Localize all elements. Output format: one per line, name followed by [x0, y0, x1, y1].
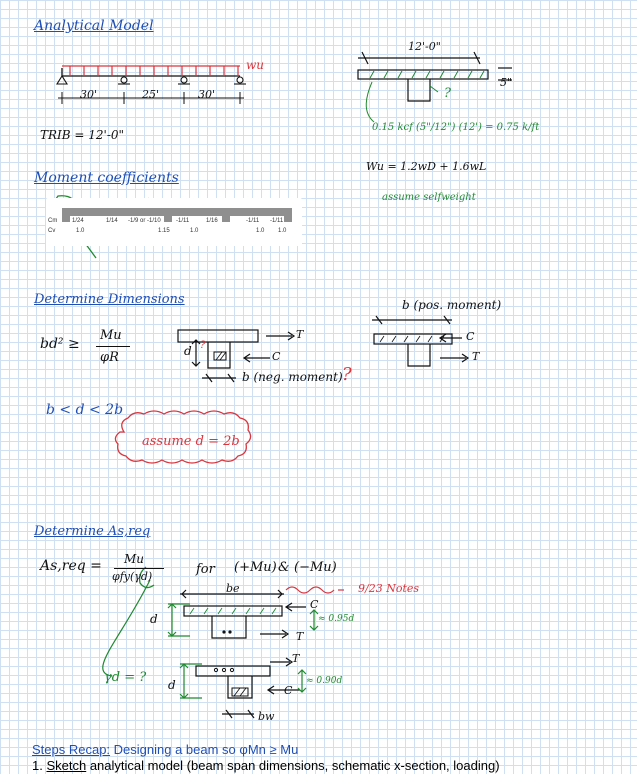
- coef-top-4: -1/11: [176, 218, 190, 224]
- bd2-inequality: bd² ≥: [40, 336, 80, 352]
- asreq-C1: C: [310, 598, 319, 611]
- dim-d-question: ?: [200, 340, 206, 351]
- coef-bot-1: 1.0: [76, 228, 85, 234]
- coef-bot-2: 1.15: [158, 228, 170, 234]
- approx-095d: ≈ 0.95d: [318, 614, 355, 624]
- asreq-T1: T: [296, 630, 304, 643]
- asreq-denominator: φfy(γd): [112, 570, 153, 583]
- span-label-3: 30': [198, 88, 216, 101]
- coef-bot-4: 1.0: [256, 228, 265, 234]
- asreq-C2: C: [284, 684, 293, 697]
- section-width: 12'-0": [408, 40, 441, 53]
- asreq-for: for: [196, 562, 215, 577]
- dim-denominator: φR: [100, 350, 119, 365]
- heading-determine-asreq: Determine As,req: [34, 524, 151, 539]
- amp: &: [278, 560, 290, 575]
- coef-row-cv: Cv: [48, 228, 56, 234]
- pos-mu: (+Mu): [234, 560, 277, 575]
- tee-section-analytical: [358, 52, 512, 101]
- asreq-d2: d: [168, 678, 176, 692]
- coef-top-3: -1/9 or -1/10: [128, 218, 161, 224]
- asreq-notes-wave: [286, 587, 344, 593]
- coef-row-cm: Cm: [48, 218, 58, 224]
- asreq-T2: T: [292, 652, 300, 665]
- slab-thickness: 5": [500, 76, 513, 89]
- trib-width: TRIB = 12'-0": [40, 128, 125, 142]
- tee-section-pos: [372, 316, 468, 366]
- yd-question: γd = ?: [104, 670, 147, 685]
- dim-pos-T: T: [472, 350, 480, 363]
- approx-090d: ≈ 0.90d: [306, 676, 343, 686]
- b-neg-question: ?: [342, 364, 352, 385]
- rebar-hatch-neg: [214, 352, 226, 360]
- load-label: wu: [246, 58, 264, 72]
- d-range: b < d < 2b: [46, 402, 124, 418]
- bw-label: bw: [258, 710, 275, 723]
- coefficient-strip: [46, 198, 302, 246]
- dim-fraction-bar: [96, 346, 130, 347]
- recap-label: Steps Recap:: [32, 742, 111, 757]
- dim-numerator: Mu: [100, 328, 122, 343]
- be-label: be: [226, 582, 240, 595]
- selfweight-calc: 0.15 kcf (5"/12") (12') = 0.75 k/ft: [372, 122, 540, 133]
- dim-neg-C: C: [272, 350, 281, 363]
- dim-neg-T: T: [296, 328, 304, 341]
- span-label-1: 30': [80, 88, 98, 101]
- b-pos-moment: b (pos. moment): [402, 298, 502, 312]
- coef-beam: [62, 208, 292, 216]
- wu-equation: Wu = 1.2wD + 1.6wL: [366, 160, 487, 173]
- steps-recap-title: [32, 742, 298, 757]
- supports: [57, 76, 246, 84]
- span-label-2: 25': [142, 88, 160, 101]
- step1-num: 1.: [32, 758, 47, 773]
- coef-top-2: 1/14: [106, 218, 118, 224]
- coef-top-7: -1/11: [270, 218, 284, 224]
- heading-moment-coefficients: Moment coefficients: [34, 170, 179, 186]
- assume-d-2b: assume d = 2b: [142, 434, 240, 449]
- step1-sketch: Sketch: [46, 758, 87, 773]
- distributed-load: [62, 66, 240, 76]
- coef-bot-5: 1.0: [278, 228, 287, 234]
- coef-top-1: 1/24: [72, 218, 84, 224]
- recap-rest: Designing a beam so φMn ≥ Mu: [110, 742, 299, 757]
- neg-mu: (−Mu): [294, 560, 337, 575]
- step1-rest: analytical model (beam span dimensions, schematic x-section, loading): [86, 758, 500, 773]
- coef-bot-3: 1.0: [190, 228, 199, 234]
- dim-pos-C: C: [466, 330, 475, 343]
- heading-determine-dimensions: Determine Dimensions: [34, 292, 185, 307]
- notes-ref: 9/23 Notes: [358, 582, 420, 595]
- web-question-mark: ?: [444, 86, 451, 101]
- heading-analytical-model: Analytical Model: [34, 18, 154, 34]
- coef-top-5: 1/16: [206, 218, 218, 224]
- asreq-fraction-bar: [114, 568, 164, 569]
- step-1: [32, 758, 500, 773]
- analytical-beam: [62, 68, 240, 76]
- tee-section-asreq-top: [180, 590, 306, 638]
- asreq-lhs: As,req =: [40, 558, 102, 574]
- assume-selfweight: assume selfweight: [382, 192, 476, 203]
- dim-d-label: d: [184, 344, 192, 358]
- b-neg-moment: b (neg. moment): [242, 370, 343, 384]
- coef-top-6: -1/11: [246, 218, 260, 224]
- asreq-numerator: Mu: [124, 552, 145, 566]
- asreq-d1: d: [150, 612, 158, 626]
